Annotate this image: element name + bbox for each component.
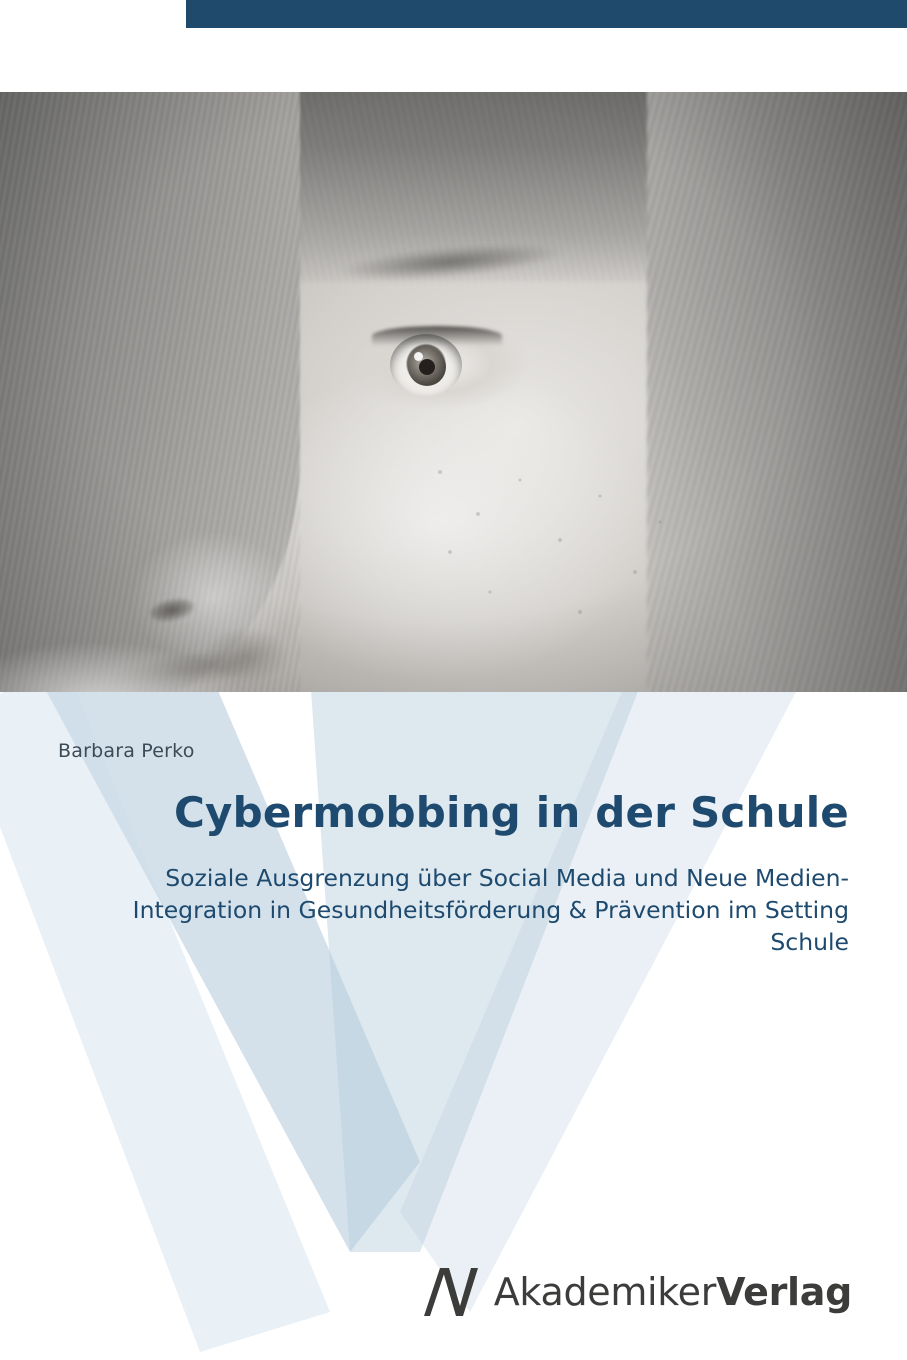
top-margin [0,0,907,28]
author-name: Barbara Perko [58,740,195,762]
publisher-name [494,1270,852,1314]
book-title: Cybermobbing in der Schule [173,788,849,837]
spine-color-band [186,0,907,28]
av-monogram-icon [420,1266,478,1318]
publisher-name-bold: Verlag [716,1270,852,1314]
cover-photo [0,92,907,692]
publisher-name-light: Akademiker [493,1270,717,1314]
book-subtitle: Soziale Ausgrenzung über Social Media und Neue Medien-Integration in Gesundheitsförderung & Prävention im Setting Schule [132,864,849,956]
photo-vignette [0,92,907,692]
publisher-logo [420,1266,852,1318]
